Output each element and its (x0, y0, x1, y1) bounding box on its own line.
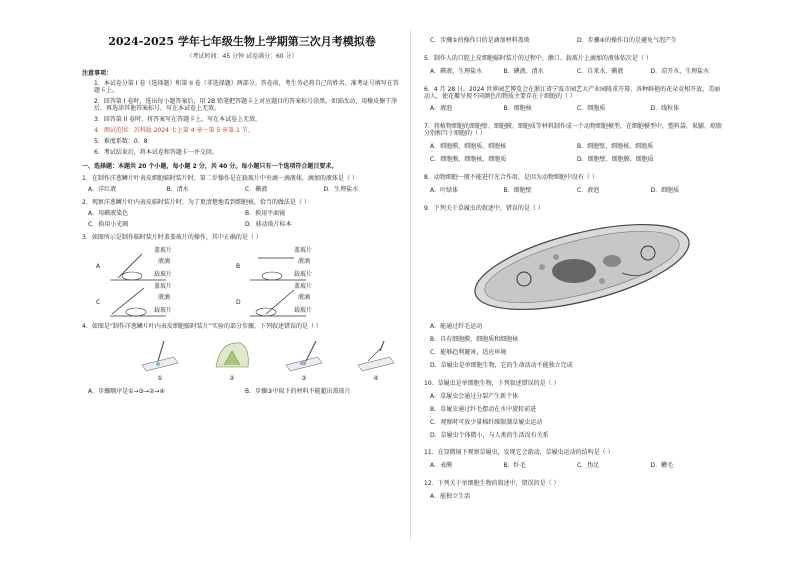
option: A．能独立生活 (430, 493, 471, 501)
question-stem: 8．动物细胞一般不能进行光合作用，是因为动物细胞中没有（ ） (424, 173, 598, 181)
option: A．步骤顺序是①→③→②→④ (88, 387, 165, 395)
option: D．草履虫是单细胞生物，它的生命活动不能独立完成 (430, 362, 573, 370)
right-column (424, 38, 724, 501)
cover-label: 盖玻片 (154, 282, 173, 290)
figure-label: A (96, 262, 101, 270)
option: B．细胞核 (503, 105, 532, 113)
option: B．换用平面镜 (245, 210, 286, 218)
option: C．自来水、碘液 (577, 67, 624, 75)
step-2 (210, 337, 254, 382)
option: C．液泡 (577, 186, 600, 194)
drop-label: 液滴 (298, 257, 311, 265)
option: B．步骤③中取下的材料不能超出盖玻片 (245, 387, 351, 395)
slide-label: 载玻片 (154, 306, 173, 314)
step-1 (138, 337, 182, 382)
question-stem: 5．制作人的口腔上皮细胞临时装片的过程中，漱口、载玻片上滴加的液体依次是（ ） (424, 54, 652, 62)
exam-subtitle: （考试时间：45 分钟 试卷满分：60 分） (186, 52, 298, 60)
question-stem: 3．如图所示是制作临时装片时盖盖玻片的操作，其中正确的是（ ） (82, 233, 262, 241)
drop-label: 液滴 (158, 293, 171, 301)
question-stem: 10．草履虫是单细胞生物，下列叙述错误的是（ ） (424, 380, 560, 388)
question-stem: 7．将植物细胞的细胞壁、细胞膜、细胞质等材料制作成一个动物细胞模型，在细胞模型中，塑料袋、果脯、琼脂分别相当于细胞的（ ） (424, 123, 722, 138)
question-9-options (424, 324, 724, 370)
slide-label: 载玻片 (294, 270, 313, 278)
note-1: 1．本试卷分第 I 卷（选择题）和第 II 卷（非选择题）两部分。答卷前，考生务必将自己的姓名、准考证号填写在答题卡上。 (94, 80, 399, 95)
option: A．用碘液染色 (88, 210, 129, 218)
option: B．碘液、清水 (503, 67, 544, 75)
drop-label: 液滴 (298, 293, 311, 301)
option: A．叶绿体 (430, 186, 459, 194)
question-10 (424, 381, 724, 439)
option: C．伪足 (577, 462, 600, 470)
step-4 (354, 337, 398, 382)
option: A．细胞膜、细胞质、细胞核 (430, 143, 507, 151)
left-column (82, 36, 402, 396)
option: B．草履虫通过纤毛摆动在水中旋转前进 (430, 405, 537, 413)
step-3-drawing (282, 337, 326, 373)
note-5: 5．难度系数：0．8 (94, 137, 148, 145)
option: A．碘液、生理盐水 (430, 67, 483, 75)
slide-label: 载玻片 (154, 270, 173, 278)
coverslip-figures (96, 246, 402, 318)
paramecium-illustration (462, 221, 702, 311)
column-divider (410, 30, 411, 540)
option: C．碘液 (245, 186, 268, 194)
cover-label: 盖玻片 (294, 246, 313, 254)
option: D．凉开水、生理盐水 (650, 67, 710, 75)
question-11 (424, 450, 724, 470)
question-12 (424, 481, 724, 501)
option: A．液泡 (430, 105, 453, 113)
option: D．步骤④的操作目的是避免气泡产生 (577, 37, 677, 44)
note-3: 3．回答第 II 卷时，将答案写在答题卡上。写在本试卷上无效。 (94, 115, 262, 123)
slide-label: 载玻片 (294, 306, 313, 314)
cover-label: 盖玻片 (294, 282, 313, 290)
option: C．观察时可放少量棉纤维限制草履虫运动 (430, 418, 543, 426)
step-number: ③ (301, 374, 307, 382)
option: C．能够趋利避害，适应环境 (430, 349, 507, 357)
option: D．细胞质 (650, 186, 680, 194)
option: C．细胞质 (577, 105, 606, 113)
note-6: 6．考试结束后，将本试卷和答题卡一并交回。 (94, 148, 218, 156)
step-number: ② (229, 374, 235, 382)
figure-a (96, 246, 236, 282)
step-number: ④ (373, 374, 379, 382)
step-4-drawing (354, 337, 398, 373)
question-1 (82, 176, 402, 194)
question-8 (424, 175, 724, 195)
question-5 (424, 56, 724, 76)
option: D．草履虫个体微小，与人类的生活没有关系 (430, 431, 549, 439)
option: B．具有细胞膜、细胞质和细胞核 (430, 336, 519, 344)
procedure-steps (138, 337, 402, 382)
question-stem: 1．在制作洋葱鳞片叶表皮细胞临时装片时，第二步操作是在载玻片中央滴一滴液体，滴加的液体是（ ） (82, 175, 358, 183)
drop-label: 液滴 (158, 257, 171, 265)
option: B．细胞壁、细胞核、细胞质 (577, 143, 654, 151)
figure-d (236, 282, 376, 318)
figure-label: D (236, 298, 241, 306)
question-4-continued (424, 38, 724, 45)
option: D．生理盐水 (323, 186, 359, 194)
question-4 (82, 324, 402, 396)
option: A．草履虫会通过分裂产生新个体 (430, 392, 519, 400)
option: C．步骤①的操作目的是滴加材料盖玻 (430, 37, 530, 44)
question-2 (82, 200, 402, 229)
question-stem: 2．观察洋葱鳞片叶内表皮临时装片时，为了更清楚地看到细胞核，恰当的做法是（ ） (82, 199, 310, 207)
option: B．细胞壁 (503, 186, 532, 194)
option: B．纤毛 (503, 462, 526, 470)
figure-b (236, 246, 376, 282)
figure-label: C (96, 298, 101, 306)
note-4: 4．测试范围：苏科版 2024 七上第 4 章～第 5 章第 1 节。 (94, 126, 254, 134)
question-stem: 11．在显微镜下观察草履虫，发现它会游动，草履虫运动的结构是（ ） (424, 449, 614, 457)
figure-label: B (236, 262, 241, 270)
question-6 (424, 87, 724, 114)
option: D．细胞壁、细胞膜、细胞质 (577, 156, 654, 164)
note-2: 2．回答第 I 卷时，选出每小题答案后，用 2B 铅笔把答题卡上对应题目的答案标号涂黑。如需改动，用橡皮擦干净后，再选涂其他答案标号。写在本试卷上无效。 (94, 98, 398, 113)
option: D．移动玻片标本 (245, 221, 292, 228)
section-heading: 一、选择题：本题共 20 个小题，每小题 2 分，共 40 分。每小题只有一个选项符合题目要求。 (82, 162, 338, 170)
step-number: ① (157, 374, 163, 382)
question-stem: 6．4 月 28 日，2024 世界园艺博览会在浙江省宁波市园艺大产业园隆重开幕，各种鲜艳的花朵竞相开放，美丽动人。使花瓣呈现不同颜色的物质主要存在于细胞的（ ） (424, 85, 721, 100)
option: D．线粒体 (650, 105, 680, 113)
question-stem: 12．下列关于单细胞生物的叙述中，错误的是（ ） (424, 480, 560, 488)
exam-title: 2024-2025 学年七年级生物上学期第三次月考模拟卷 (108, 35, 376, 48)
option: C．细胞膜、细胞核、细胞质 (430, 156, 507, 164)
option: D．鞭毛 (650, 462, 674, 470)
question-stem: 9．下列关于草履虫的叙述中，错误的是（ ） (424, 204, 544, 212)
question-3 (82, 235, 402, 318)
question-7 (424, 124, 724, 164)
question-stem: 4．如图是“制作洋葱鳞片叶内表皮细胞临时装片”实验的部分步骤，下列叙述错误的是（ ） (82, 322, 322, 330)
option: C．换用小光圈 (88, 221, 129, 228)
step-1-drawing (138, 337, 182, 373)
cover-label: 盖玻片 (154, 246, 173, 254)
figure-c (96, 282, 236, 318)
step-2-drawing (210, 337, 254, 373)
step-3 (282, 337, 326, 382)
question-9 (424, 206, 724, 314)
option: B．清水 (166, 186, 189, 194)
option: A．表膜 (430, 462, 453, 470)
option: A．能通过纤毛运动 (430, 323, 483, 331)
option: A．洋红液 (88, 186, 117, 194)
notes-heading: 注意事项： (82, 69, 113, 77)
